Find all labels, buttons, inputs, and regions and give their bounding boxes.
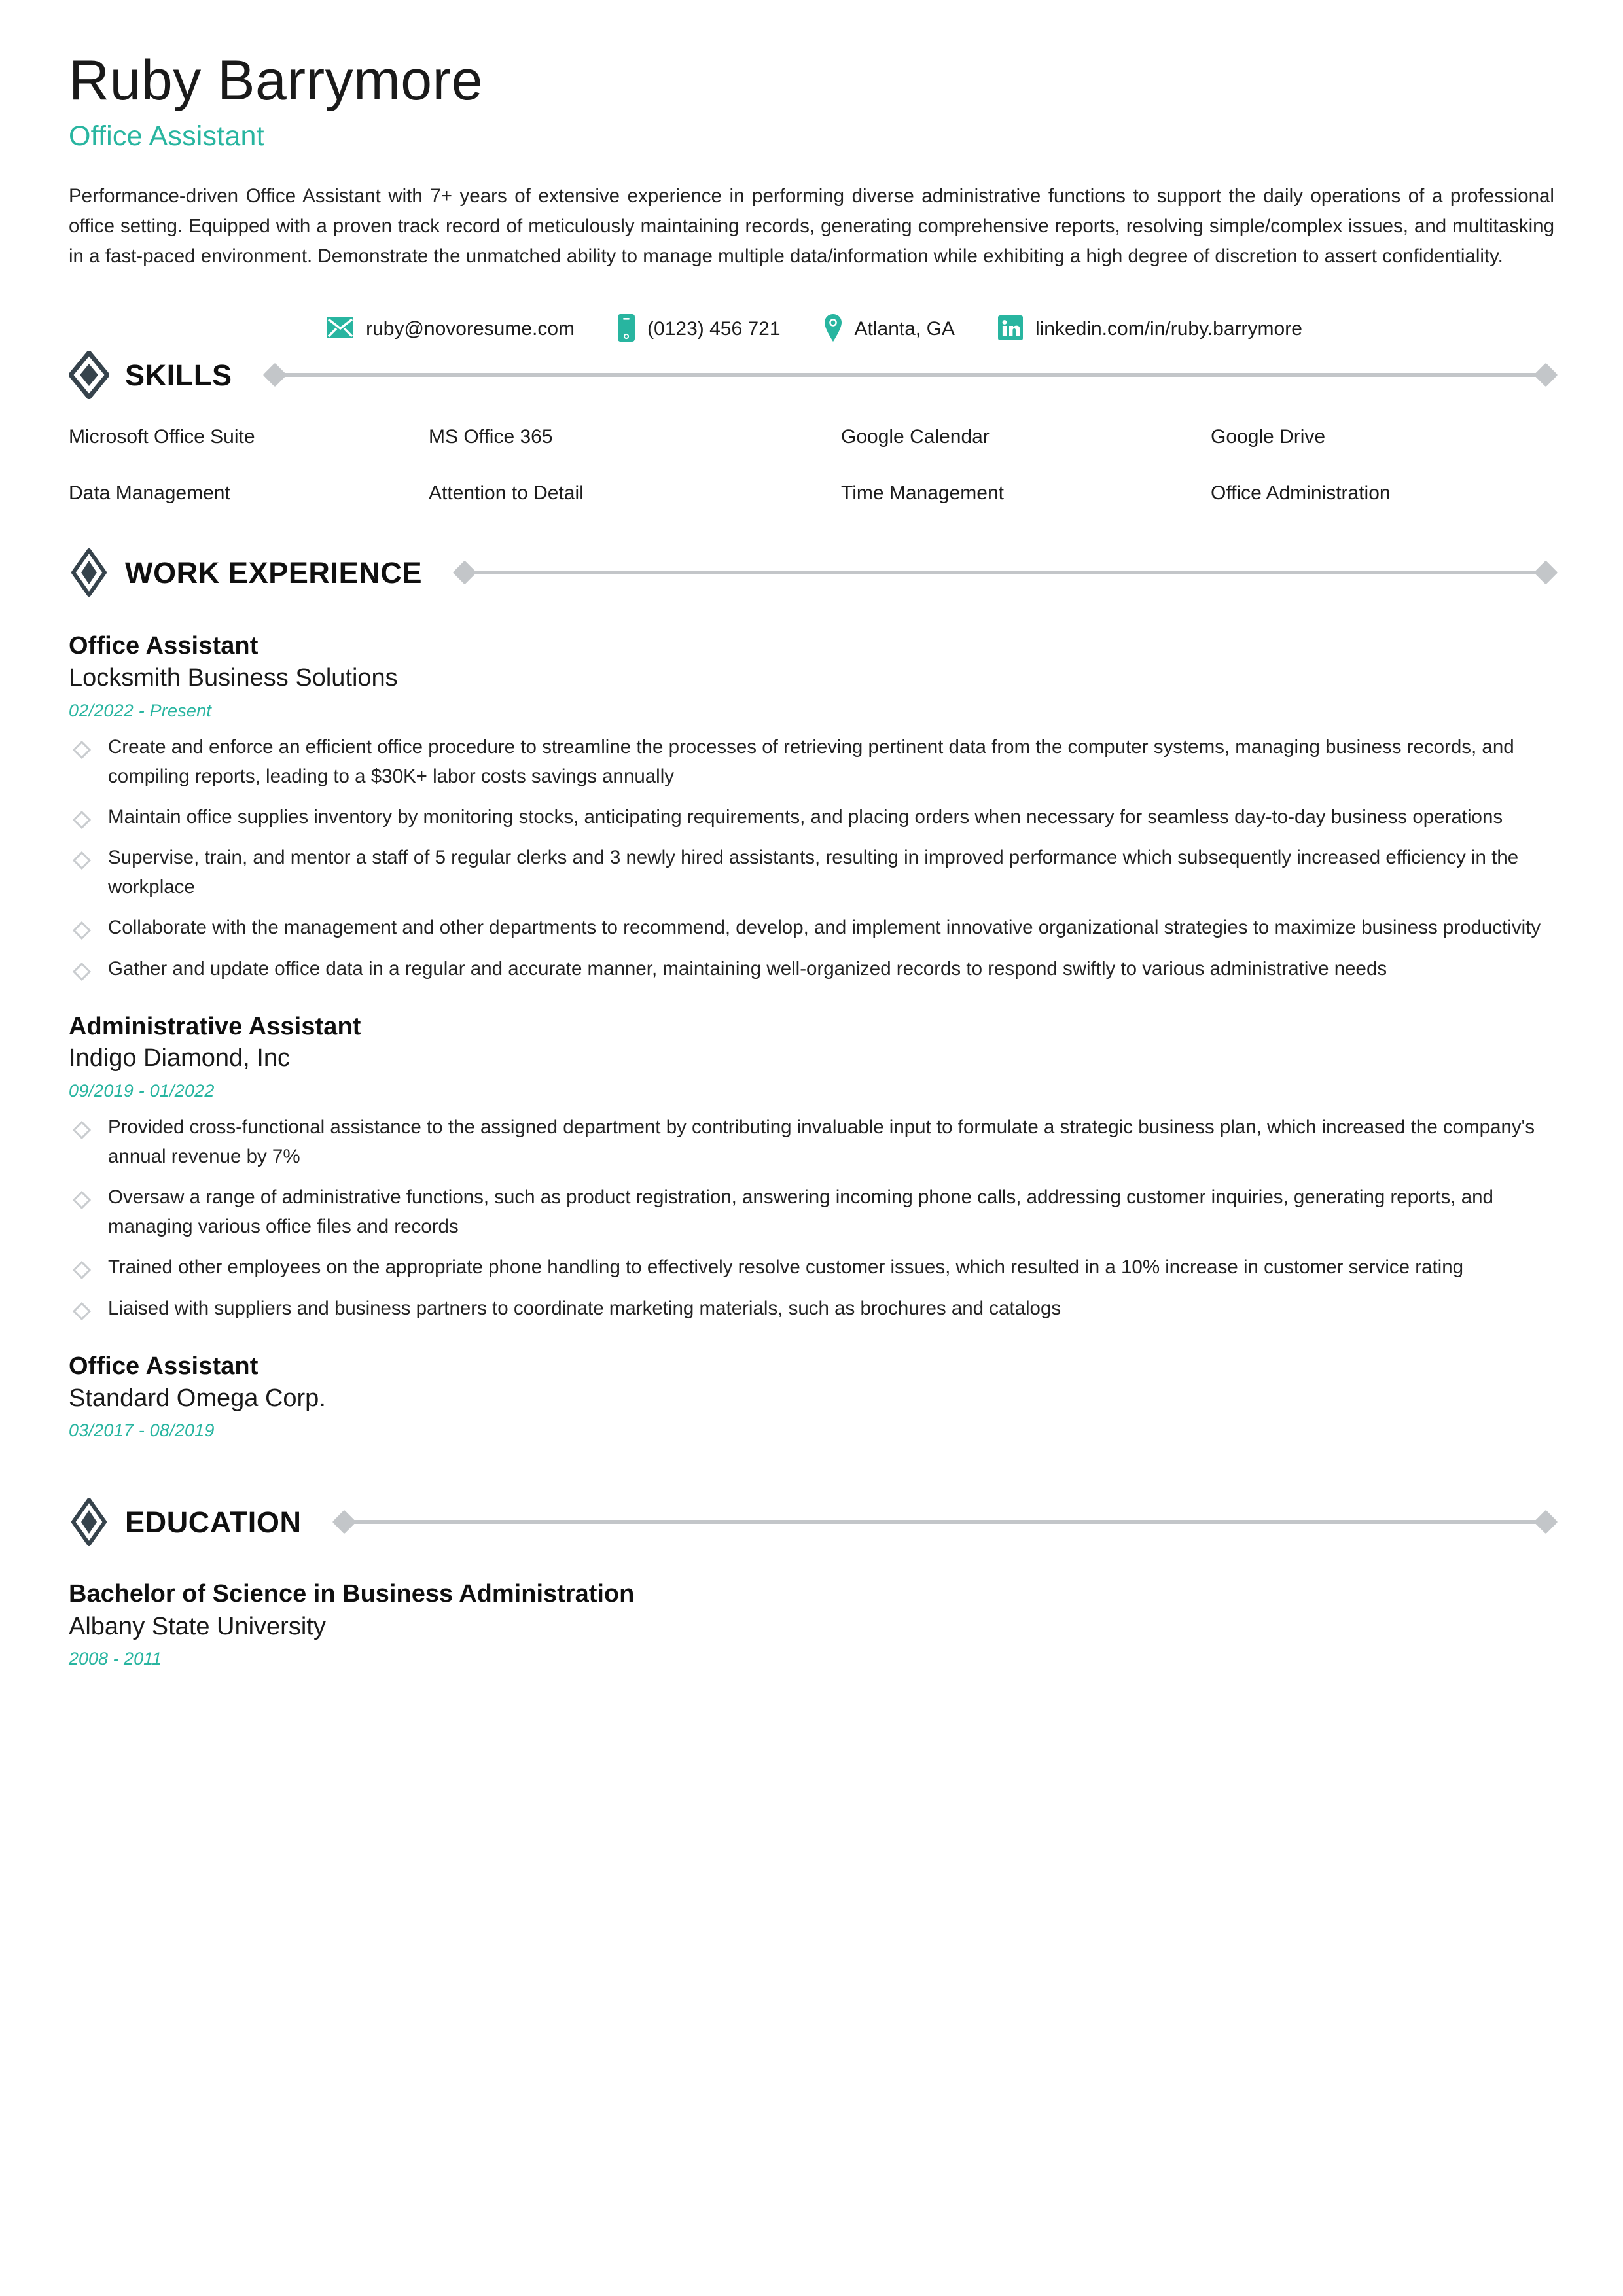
section-title-education: EDUCATION xyxy=(125,1505,302,1539)
experience-entry xyxy=(69,1352,1554,1441)
contact-bar xyxy=(69,314,1554,345)
experience-role: Office Assistant xyxy=(69,632,259,660)
skill-item: MS Office 365 xyxy=(429,426,553,448)
section-header-experience xyxy=(69,542,1554,603)
location-pin-icon xyxy=(824,314,842,345)
section-experience xyxy=(69,542,1554,1441)
bullet-text: Trained other employees on the appropriate phone handling to effectively resolve customer issues, which resulted in a 10% increase in customer service rating xyxy=(108,1256,1464,1279)
experience-role: Office Assistant xyxy=(69,1352,259,1380)
diamond-bullet-icon xyxy=(73,741,91,759)
bullet-item xyxy=(69,732,1554,791)
diamond-bullet-icon xyxy=(73,1191,91,1209)
bullet-text: Supervise, train, and mentor a staff of 5 regular clerks and 3 newly hired assistants, resulting in improved performance which subsequently increased efficiency in the workplace xyxy=(108,847,1519,898)
skill-item: Time Management xyxy=(841,482,1004,504)
resume-header xyxy=(69,0,1554,271)
bullet-item xyxy=(69,1112,1554,1171)
bullet-text: Oversaw a range of administrative functions, such as product registration, answering incoming phone calls, addressing customer inquiries, generating reports, and managing various office files and records xyxy=(108,1186,1493,1238)
contact-item-phone[interactable] xyxy=(618,314,781,345)
rule-line xyxy=(473,571,1537,574)
bullet-item xyxy=(69,1294,1554,1323)
education-degree: Bachelor of Science in Business Administration xyxy=(69,1580,635,1608)
rule-diamond-left xyxy=(453,561,477,585)
skill-item: Attention to Detail xyxy=(429,482,584,504)
professional-summary: Performance-driven Office Assistant with 7+ years of extensive experience in performing diverse administrative functions to support the daily operations of a professional office setting. Equipped with a proven track record of meticulously maintaining records, generating comprehensive reports, resolving simple/complex issues, and multitasking in a fast-paced environment. Demonstrate the unmatched ability to manage multiple data/information while exhibiting a high degree of discretion to assert confidentiality. xyxy=(69,185,1554,267)
bullet-item xyxy=(69,913,1554,942)
skills-grid xyxy=(69,426,1554,504)
diamond-bullet-icon xyxy=(73,921,91,940)
experience-entry xyxy=(69,1012,1554,1323)
contact-phone-text: (0123) 456 721 xyxy=(647,317,781,340)
section-rule xyxy=(266,367,1554,383)
linkedin-icon xyxy=(998,315,1023,344)
skill-item: Data Management xyxy=(69,482,230,504)
email-icon xyxy=(327,317,353,342)
section-title-skills: SKILLS xyxy=(125,358,232,392)
section-skills xyxy=(69,345,1554,504)
section-header-education xyxy=(69,1492,1554,1552)
diamond-bullet-icon xyxy=(73,962,91,980)
bullet-item xyxy=(69,802,1554,832)
diamond-icon xyxy=(69,1498,109,1546)
skill-item: Google Calendar xyxy=(841,426,990,448)
bullet-text: Create and enforce an efficient office procedure to streamline the processes of retrieving pertinent data from the computer systems, managing business records, and compiling reports, leading to a $30K+ labor costs savings annually xyxy=(108,735,1514,787)
experience-company: Indigo Diamond, Inc xyxy=(69,1044,290,1072)
rule-line xyxy=(353,1520,1537,1524)
phone-icon xyxy=(618,314,635,345)
education-school: Albany State University xyxy=(69,1612,326,1640)
bullet-item xyxy=(69,1182,1554,1241)
contact-location-text: Atlanta, GA xyxy=(854,317,955,340)
rule-line xyxy=(283,373,1537,377)
bullet-text: Liaised with suppliers and business partners to coordinate marketing materials, such as brochures and catalogs xyxy=(108,1297,1061,1319)
bullet-item xyxy=(69,954,1554,983)
bullet-text: Maintain office supplies inventory by monitoring stocks, anticipating requirements, and placing orders when necessary for seamless day-to-day business operations xyxy=(108,806,1503,828)
education-dates: 2008 - 2011 xyxy=(69,1649,162,1669)
rule-diamond-left xyxy=(262,363,287,387)
diamond-icon xyxy=(69,548,109,597)
experience-bullets xyxy=(69,732,1554,983)
contact-item-location[interactable] xyxy=(824,314,955,345)
diamond-bullet-icon xyxy=(73,1121,91,1139)
contact-email-text: ruby@novoresume.com xyxy=(366,317,575,340)
experience-role: Administrative Assistant xyxy=(69,1012,361,1040)
bullet-text: Provided cross-functional assistance to the assigned department by contributing invaluable input to formulate a strategic business plan, which increased the company's annual revenue by 7% xyxy=(108,1116,1535,1168)
rule-diamond-left xyxy=(332,1510,356,1534)
bullet-text: Collaborate with the management and other departments to recommend, develop, and implement innovative organizational strategies to maximize business productivity xyxy=(108,917,1541,939)
experience-dates: 03/2017 - 08/2019 xyxy=(69,1421,215,1441)
diamond-bullet-icon xyxy=(73,1261,91,1279)
rule-diamond-right xyxy=(1534,561,1558,585)
skill-item: Office Administration xyxy=(1211,482,1391,504)
skill-item: Microsoft Office Suite xyxy=(69,426,255,448)
experience-dates: 02/2022 - Present xyxy=(69,700,212,720)
rule-diamond-right xyxy=(1534,363,1558,387)
contact-item-linkedin[interactable] xyxy=(998,315,1302,344)
experience-dates: 09/2019 - 01/2022 xyxy=(69,1080,215,1101)
section-rule xyxy=(456,565,1554,580)
section-education xyxy=(69,1492,1554,1669)
section-rule xyxy=(336,1514,1554,1530)
bullet-item xyxy=(69,1252,1554,1282)
experience-company: Standard Omega Corp. xyxy=(69,1384,326,1412)
spacer xyxy=(69,504,1554,542)
bullet-text: Gather and update office data in a regular and accurate manner, maintaining well-organized records to respond swiftly to various administrative needs xyxy=(108,957,1387,980)
header-job-title: Office Assistant xyxy=(69,120,264,152)
experience-entry xyxy=(69,631,1554,983)
page-title: Ruby Barrymore xyxy=(69,49,484,112)
spacer xyxy=(69,1441,1554,1492)
contact-item-email[interactable] xyxy=(327,317,575,342)
skill-item: Google Drive xyxy=(1211,426,1326,448)
diamond-bullet-icon xyxy=(73,851,91,870)
education-entry xyxy=(69,1580,1554,1669)
diamond-bullet-icon xyxy=(73,1301,91,1320)
rule-diamond-right xyxy=(1534,1510,1558,1534)
diamond-bullet-icon xyxy=(73,811,91,829)
section-header-skills xyxy=(69,345,1554,405)
bullet-item xyxy=(69,843,1554,902)
diamond-icon xyxy=(69,351,109,399)
experience-company: Locksmith Business Solutions xyxy=(69,664,398,692)
contact-linkedin-text: linkedin.com/in/ruby.barrymore xyxy=(1035,317,1302,340)
section-title-experience: WORK EXPERIENCE xyxy=(125,556,423,590)
experience-bullets xyxy=(69,1112,1554,1323)
